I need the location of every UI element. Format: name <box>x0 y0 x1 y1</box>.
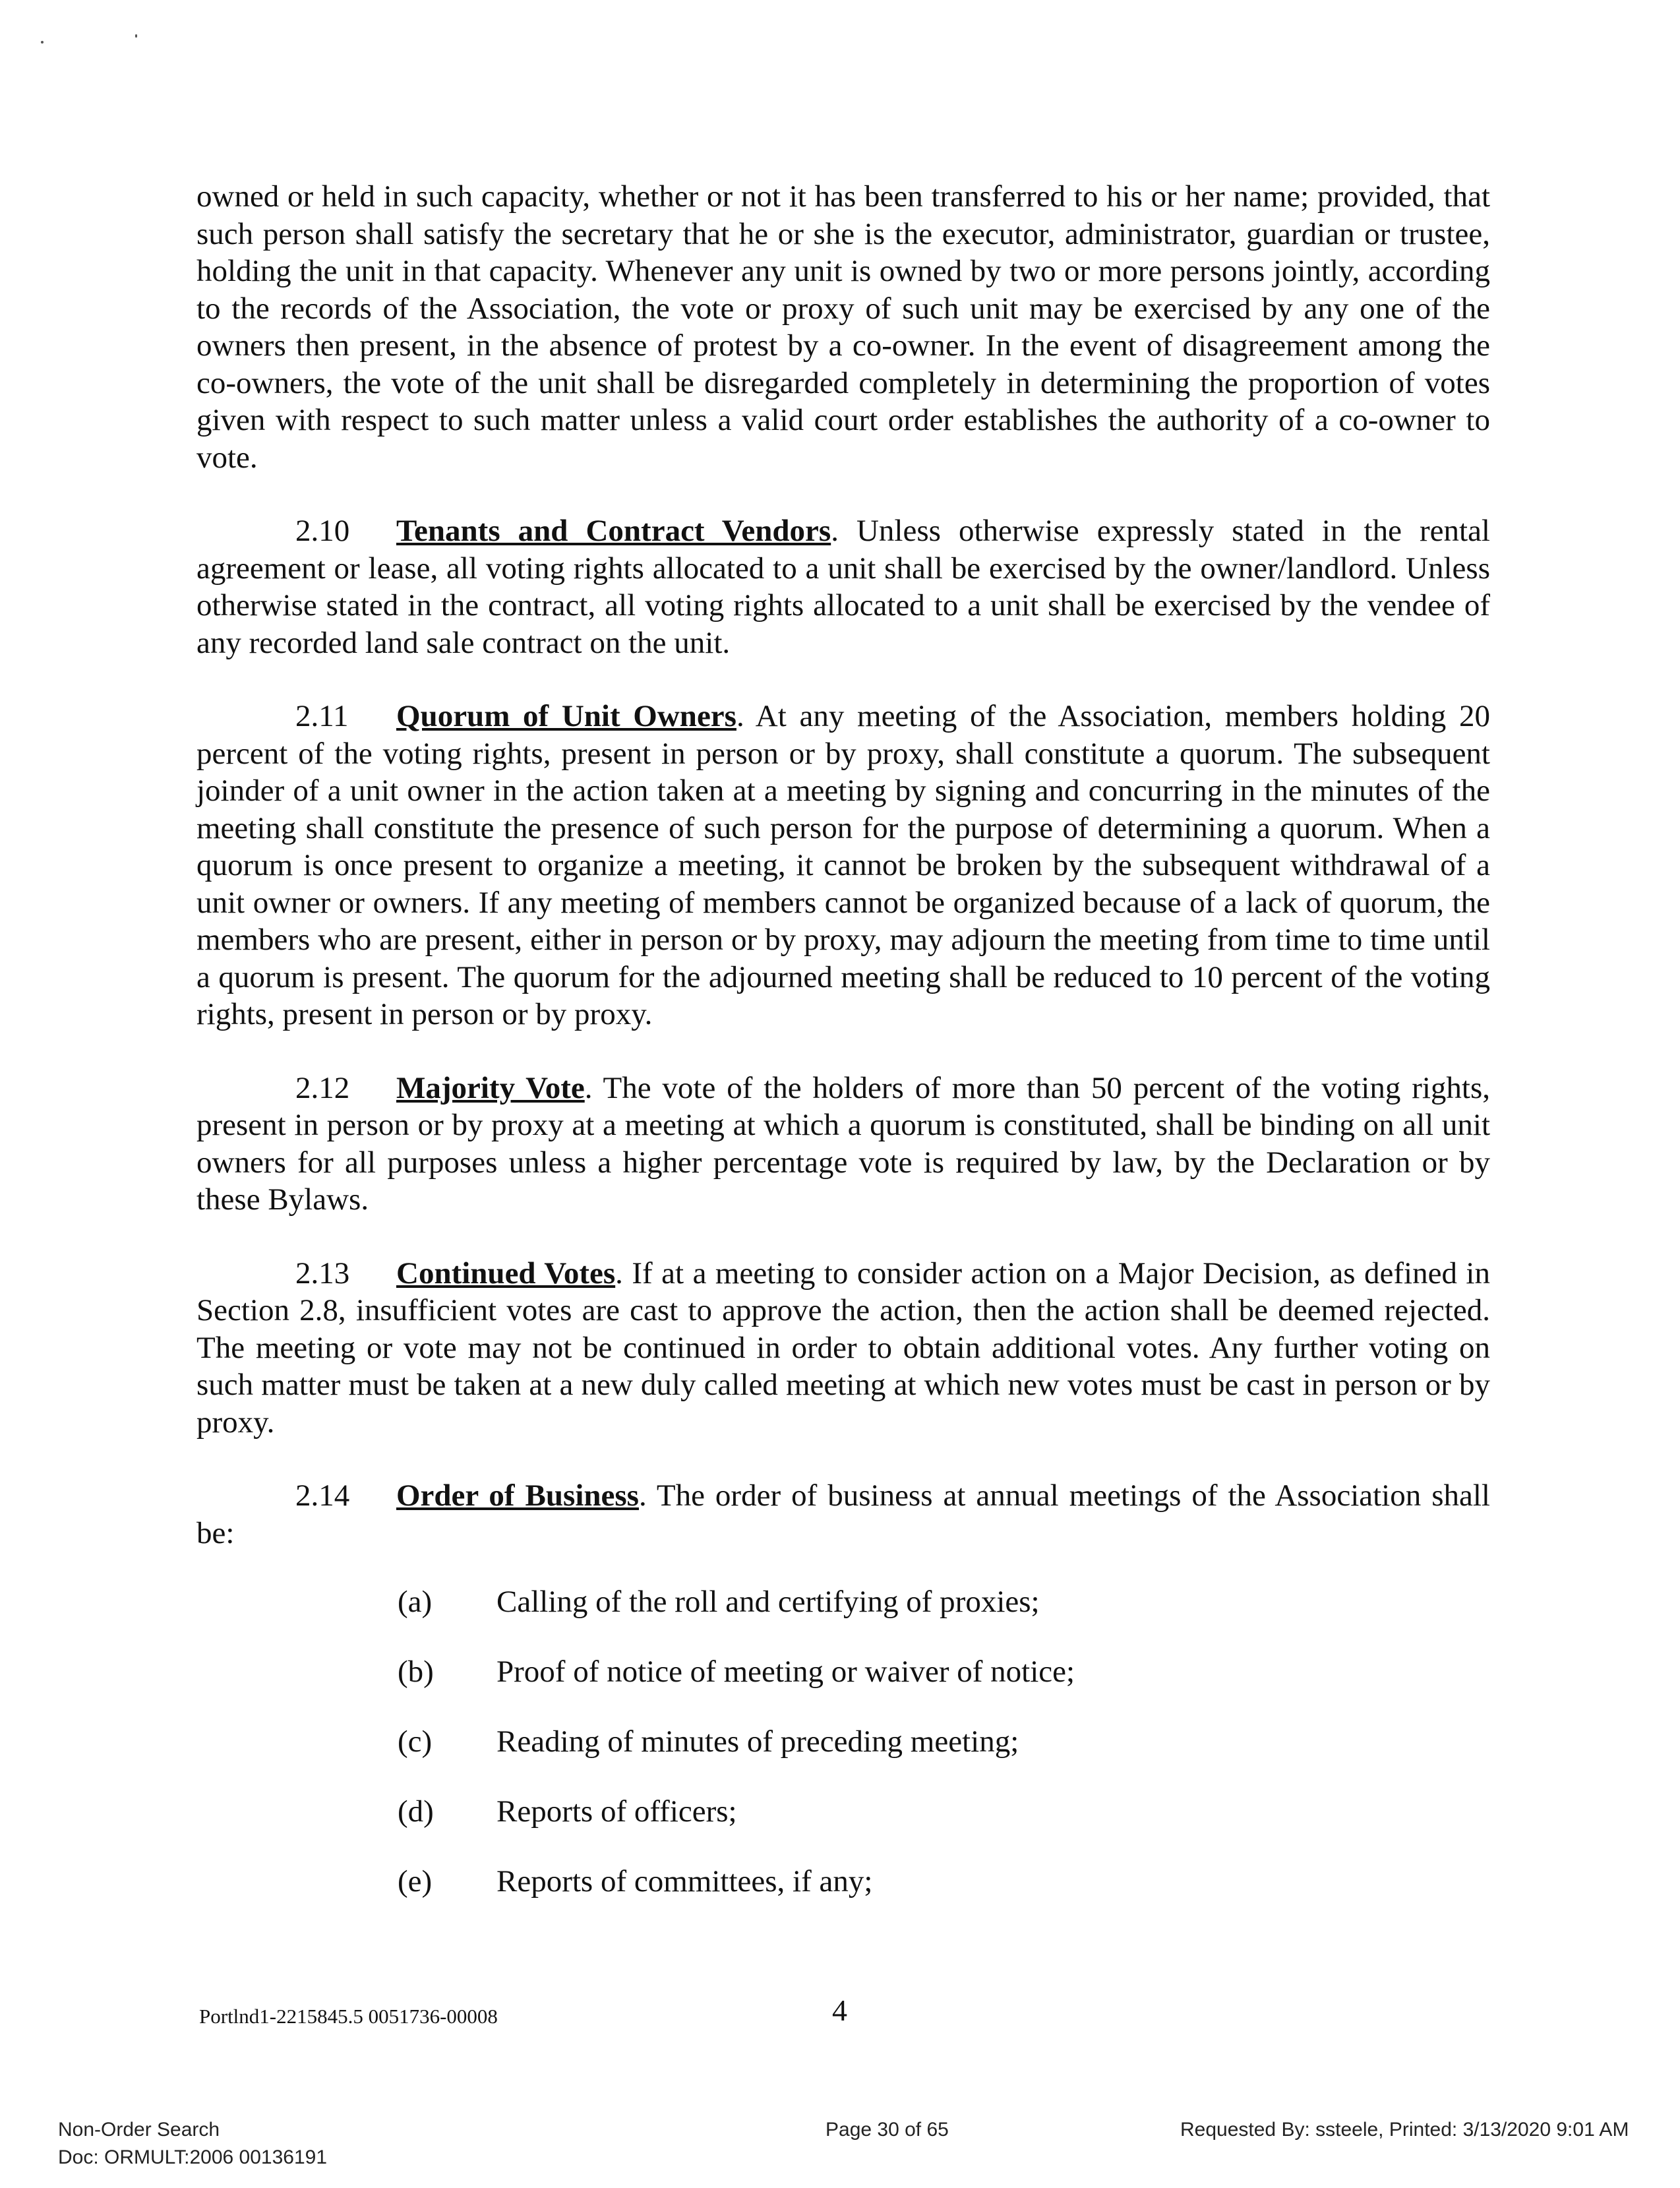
list-item-text: Proof of notice of meeting or waiver of notice; <box>496 1655 1075 1689</box>
document-id-footer: Portlnd1-2215845.5 0051736-00008 <box>199 2005 498 2028</box>
section-title: Continued Votes <box>396 1256 616 1291</box>
list-marker: (d) <box>398 1794 434 1829</box>
continuation-paragraph: owned or held in such capacity, whether or not it has been transferred to his or her name; provided, that such person shall satisfy the secretary that he or she is the executor, administrator, guardian or trustee, holding the unit in that capacity. Whenever any unit is owned by two or more persons jointly, according to the records of the Association, the vote or proxy of such unit may be exercised by any one of the owners then present, in the absence of protest by a co-owner. In the event of disagreement among the co-owners, the vote of the unit shall be disregarded completely in determining the proportion of votes given with respect to such matter unless a valid court order establishes the authority of a co-owner to vote. <box>196 179 1490 475</box>
order-of-business-list <box>196 1583 1490 1901</box>
list-marker: (a) <box>398 1585 433 1619</box>
list-item <box>196 1723 1490 1761</box>
scan-speck <box>41 41 44 44</box>
section-text: . The vote of the holders of more than 50 percent of the voting rights, present in person or by proxy at a meeting at which a quorum is constituted, shall be binding on all unit owners for all purposes unless a higher percentage vote is required by law, by the Declaration or by these Bylaws. <box>196 1070 1490 1217</box>
list-item <box>196 1863 1490 1901</box>
list-item <box>196 1653 1490 1691</box>
section-text: . If at a meeting to consider action on a Major Decision, as defined in Section 2.8, insufficient votes are cast to approve the action, then the action shall be deemed rejected. The meeting or vote may not be continued in order to obtain additional votes. Any further voting on such matter must be taken at a new duly called meeting at which new votes must be cast in person or by proxy. <box>196 1256 1490 1440</box>
section-number: 2.11 <box>295 699 349 733</box>
section-title: Majority Vote <box>396 1070 585 1105</box>
list-item-text: Reading of minutes of preceding meeting; <box>496 1724 1019 1759</box>
list-item <box>196 1793 1490 1831</box>
section-text: . At any meeting of the Association, members holding 20 percent of the voting rights, present in person or by proxy, shall constitute a quorum. The subsequent joinder of a unit owner in the action taken at a meeting by signing and concurring in the minutes of the meeting shall constitute the presence of such person for the purpose of determining a quorum. When a quorum is once present to organize a meeting, it cannot be broken by the subsequent withdrawal of a unit owner or owners. If any meeting of members cannot be organized because of a lack of quorum, the members who are present, either in person or by proxy, may adjourn the meeting from time to time until a quorum is present. The quorum for the adjourned meeting shall be reduced to 10 percent of the voting rights, present in person or by proxy. <box>196 699 1490 1031</box>
section-title: Order of Business <box>396 1478 639 1513</box>
page-count: Page 30 of 65 <box>825 2119 949 2141</box>
section-number: 2.10 <box>295 514 350 548</box>
list-marker: (b) <box>398 1655 434 1689</box>
list-item-text: Reports of committees, if any; <box>496 1864 873 1899</box>
section-2-10 <box>196 512 1490 661</box>
section-number: 2.12 <box>295 1070 350 1105</box>
section-2-11 <box>196 698 1490 1033</box>
document-body <box>196 178 1490 1933</box>
section-2-13 <box>196 1255 1490 1442</box>
section-2-12 <box>196 1070 1490 1219</box>
requested-by: Requested By: ssteele, Printed: 3/13/2020 9:01 AM <box>1180 2119 1629 2141</box>
section-2-14 <box>196 1477 1490 1552</box>
scan-speck <box>135 34 137 38</box>
section-title: Quorum of Unit Owners <box>396 699 736 733</box>
search-type-label: Non-Order Search <box>58 2119 220 2141</box>
section-number: 2.14 <box>295 1478 350 1513</box>
document-reference: Doc: ORMULT:2006 00136191 <box>58 2146 328 2168</box>
list-item-text: Reports of officers; <box>496 1794 737 1829</box>
section-title: Tenants and Contract Vendors <box>396 514 831 548</box>
section-number: 2.13 <box>295 1256 350 1291</box>
list-item-text: Calling of the roll and certifying of proxies; <box>496 1585 1040 1619</box>
section-text: . The order of business at annual meetings of the Association shall be: <box>196 1478 1490 1550</box>
list-item <box>196 1583 1490 1622</box>
page-number: 4 <box>832 1993 847 2027</box>
section-text: . Unless otherwise expressly stated in the rental agreement or lease, all voting rights allocated to a unit shall be exercised by the owner/landlord. Unless otherwise stated in the contract, all voting rights allocated to a unit shall be exercised by the vendee of any recorded land sale contract on the unit. <box>196 514 1490 660</box>
list-marker: (e) <box>398 1864 433 1899</box>
list-marker: (c) <box>398 1724 433 1759</box>
